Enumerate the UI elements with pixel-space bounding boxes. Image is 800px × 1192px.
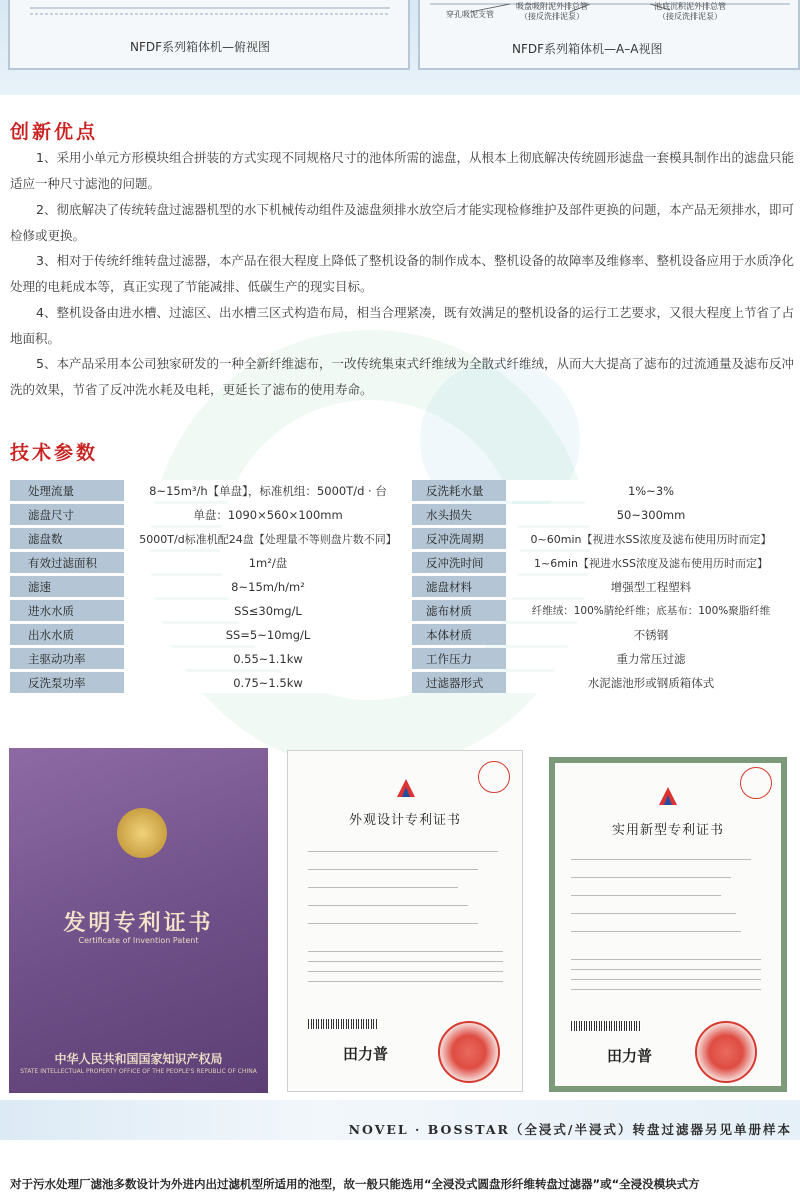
text-line [308,905,468,906]
param-value: 1%~3% [506,480,796,501]
param-name: 反冲洗时间 [412,552,506,573]
param-name: 滤布材质 [412,600,506,621]
innovation-paragraph-3: 3、相对于传统纤维转盘过滤器，本产品在很大程度上降低了整机设备的制作成本、整机设备的故障率及维修率、整机设备应用于水质净化处理的电耗成本等，真正实现了节能减排、低碳生产的现实目标。 [10,253,794,294]
barcode [571,1021,641,1031]
text-line [308,961,503,962]
top-view-caption: NFDF系列箱体机—俯视图 [130,40,271,54]
text-line [308,851,498,852]
patent-office-logo-icon [393,777,419,801]
param-name: 滤盘尺寸 [10,504,124,525]
text-line [308,951,503,952]
innovation-title: 创新优点 [10,121,99,143]
invention-cert-subtitle: Certificate of Invention Patent [78,936,199,945]
param-name: 出水水质 [10,624,124,645]
text-line [571,859,751,860]
invention-cert-org: 中华人民共和国国家知识产权局 [54,1052,223,1066]
param-value: 0.75~1.5kw [124,672,412,693]
innovation-paragraph-1: 1、采用小单元方形模块组合拼装的方式实现不同规格尺寸的池体所需的滤盘，从根本上彻底解决传统圆形滤盘一套模具制作出的滤盘只能适应一种尺寸滤池的问题。 [10,150,794,191]
patent-office-logo-icon [655,785,681,809]
invention-cert-org-en: STATE INTELLECTUAL PROPERTY OFFICE OF THE PEOPLE'S REPUBLIC OF CHINA [20,1068,257,1075]
section-view-drawing [418,0,800,70]
param-value: 增强型工程塑料 [506,576,796,597]
sample-note: NOVEL · BOSSTAR（全浸式/半浸式）转盘过滤器另见单册样本 [348,1122,792,1137]
param-value: 1~6min【视进水SS浓度及滤布使用历时而定】 [506,552,796,573]
param-value: 8~15m³/h【单盘】，标准机组：5000T/d · 台 [124,480,412,501]
table-row [10,504,796,525]
param-value: 重力常压过滤 [506,648,796,669]
param-value: 纤维绒：100%腈纶纤维；底基布：100%聚脂纤维 [506,600,796,621]
text-line [571,969,761,970]
corner-seal-icon [740,767,772,799]
director-signature: 田力普 [343,1045,389,1063]
innovation-paragraph-2: 2、彻底解决了传统转盘过滤器机型的水下机械传动组件及滤盘须排水放空后才能实现检修维护及部件更换的问题，本产品无须排水，即可检修或更换。 [10,202,794,243]
param-value: 1m²/盘 [124,552,412,573]
invention-cert-title: 发明专利证书 [63,910,214,936]
param-value: SS≤30mg/L [124,600,412,621]
param-name: 工作压力 [412,648,506,669]
param-value: 50~300mm [506,504,796,525]
text-line [571,979,761,980]
param-name: 过滤器形式 [412,672,506,693]
text-line [308,887,458,888]
param-name: 滤盘数 [10,528,124,549]
innovation-paragraph-5: 5、本产品采用本公司独家研发的一种全新纤维滤布，一改传统集束式纤维绒为全散式纤维绒，从而大大提高了滤布的过流通量及滤布反冲洗的效果，节省了反冲洗水耗及电耗，更延长了滤布的使用寿命。 [10,356,794,397]
table-row [10,624,796,645]
tech-params-table [10,477,796,696]
innovation-paragraph-4: 4、整机设备由进水槽、过滤区、出水槽三区式构造布局，相当合理紧凑，既有效满足的整机设备的运行工艺要求，又很大程度上节省了占地面积。 [10,305,794,346]
table-row [10,600,796,621]
param-value: SS=5~10mg/L [124,624,412,645]
continued-text: 对于污水处理厂滤池多数设计为外进内出过滤机型所适用的池型，故一般只能选用“全浸没式圆盘形纤维转盘过滤器”或“全浸没模块式方 [10,1177,700,1191]
section-label-branch-pipe: 穿孔吸泥支管 [446,10,494,19]
text-line [308,923,478,924]
barcode [308,1019,378,1029]
param-name: 滤速 [10,576,124,597]
section-label-bottom-drain: 池底沉积泥外排总管 （接反洗排泥泵） [654,2,726,21]
utility-patent-certificate [549,757,787,1092]
text-line [308,981,503,982]
param-value: 不锈钢 [506,624,796,645]
text-line [571,989,761,990]
param-name: 反洗耗水量 [412,480,506,501]
corner-seal-icon [478,761,510,793]
table-row [10,480,796,501]
param-name: 反洗泵功率 [10,672,124,693]
national-emblem-icon [117,808,167,858]
param-name: 进水水质 [10,600,124,621]
text-line [571,895,721,896]
tech-title: 技术参数 [10,442,99,464]
section-view-caption: NFDF系列箱体机—A–A视图 [512,42,663,56]
table-row [10,576,796,597]
param-name: 反冲洗周期 [412,528,506,549]
utility-cert-title: 实用新型专利证书 [611,823,724,838]
official-seal-icon [695,1021,757,1083]
text-line [571,877,731,878]
design-patent-certificate [287,750,523,1092]
param-name: 有效过滤面积 [10,552,124,573]
top-view-drawing [8,0,410,70]
table-row [10,528,796,549]
table-row [10,672,796,693]
param-value: 0.55~1.1kw [124,648,412,669]
official-seal-icon [438,1021,500,1083]
text-line [571,931,741,932]
section-label-disc-drain: 吸盘吸附泥外排总管 （接反洗排泥泵） [516,2,588,21]
param-name: 本体材质 [412,624,506,645]
param-value: 8~15m/h/m² [124,576,412,597]
director-signature: 田力普 [607,1047,653,1065]
table-row [10,552,796,573]
text-line [571,959,761,960]
param-name: 水头损失 [412,504,506,525]
text-line [308,869,478,870]
param-name: 滤盘材料 [412,576,506,597]
text-line [308,971,503,972]
invention-patent-certificate [9,748,268,1093]
text-line [571,913,736,914]
table-row [10,648,796,669]
param-value: 水泥滤池形或钢质箱体式 [506,672,796,693]
param-value: 0~60min【视进水SS浓度及滤布使用历时而定】 [506,528,796,549]
param-name: 处理流量 [10,480,124,501]
param-name: 主驱动功率 [10,648,124,669]
param-value: 单盘：1090×560×100mm [124,504,412,525]
param-value: 5000T/d标准机配24盘【处理量不等则盘片数不同】 [124,528,412,549]
design-cert-title: 外观设计专利证书 [348,813,461,828]
